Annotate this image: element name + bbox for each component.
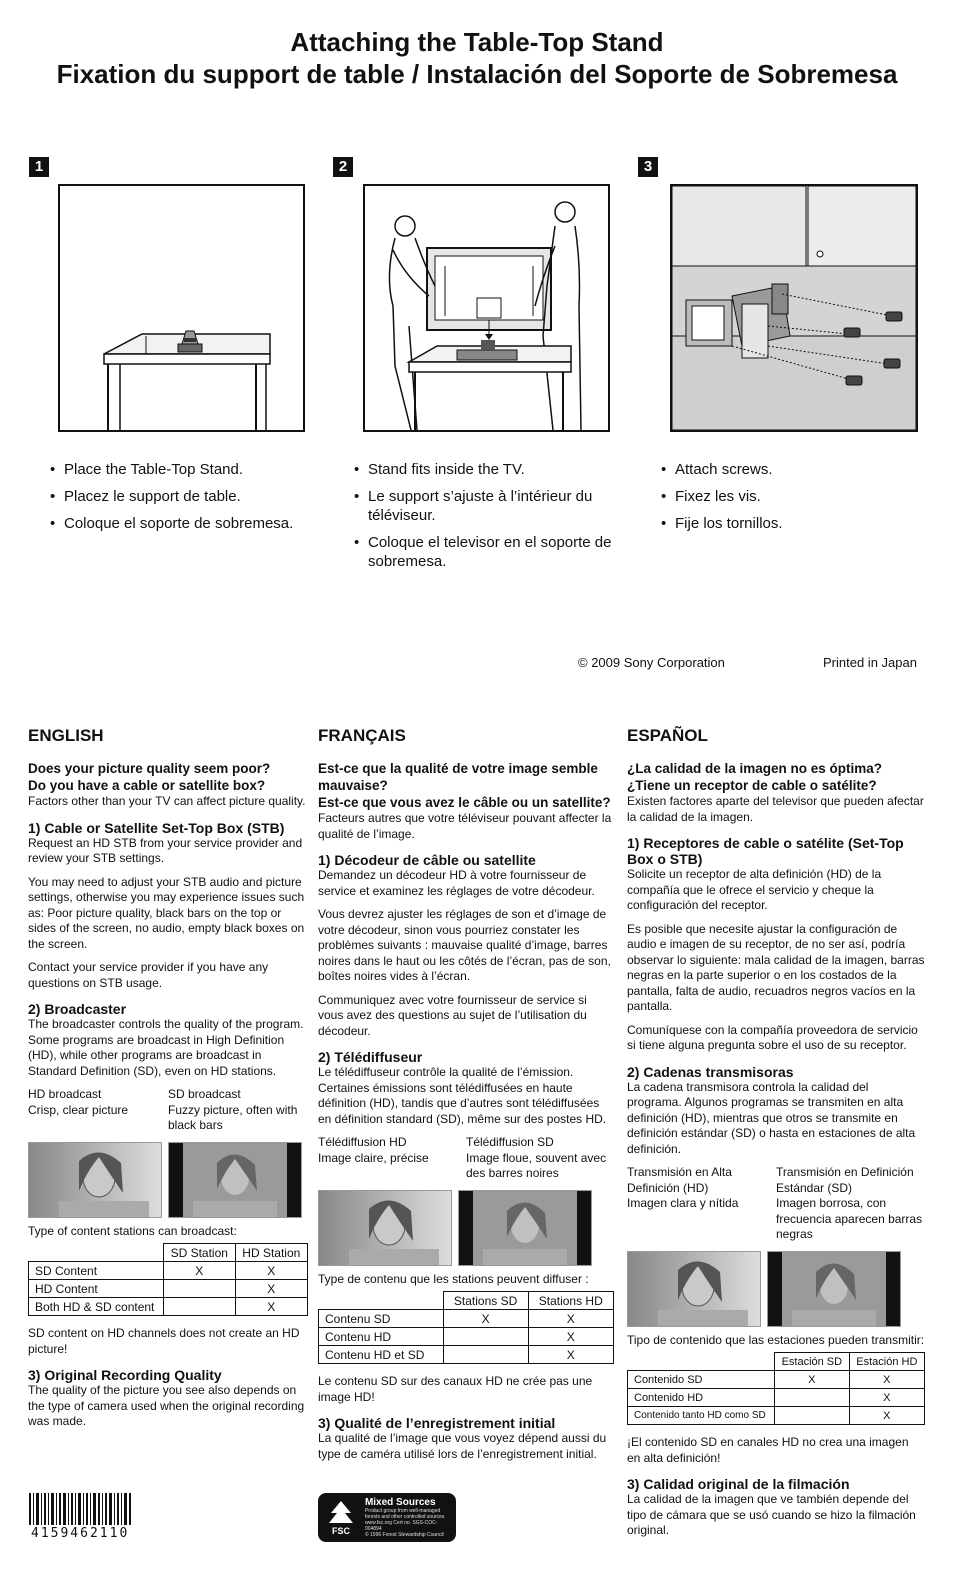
sd-label: SD broadcast xyxy=(168,1087,241,1101)
subsection-title: 3) Calidad original de la filmación xyxy=(627,1476,850,1492)
page-subtitle: Fixation du support de table / Instalación del Soporte de Sobremesa xyxy=(56,59,898,89)
subsection-title: 2) Cadenas transmisoras xyxy=(627,1063,794,1080)
hd-label: Transmisión en Alta Definición (HD) xyxy=(627,1165,732,1195)
section-heading: ENGLISH xyxy=(28,726,104,745)
fsc-mark: FSC xyxy=(332,1525,350,1536)
broadcast-compare xyxy=(318,1135,614,1182)
note: ¡El contenido SD en canales HD no crea una imagen en alta definición! xyxy=(627,1435,909,1465)
question: ¿La calidad de la imagen no es óptima? xyxy=(627,761,883,776)
subsection-title: 2) Télédiffuseur xyxy=(318,1049,423,1065)
paragraph: La qualité de l’image que vous voyez dépend aussi du type de caméra utilisé lors de l’enregistrement initial. xyxy=(318,1431,607,1461)
table-row: Contenu SD X X xyxy=(319,1310,614,1328)
list-item: • Coloque el soporte de sobremesa. xyxy=(50,514,320,533)
barcode-number: 4159462110 xyxy=(31,1526,130,1541)
hd-sample-photo xyxy=(28,1142,162,1218)
sample-photos xyxy=(28,1142,308,1218)
paragraph: Es posible que necesite ajustar la configuración de audio e imagen de su receptor, de no ser así, podría observar lo siguiente: mala calidad de la imagen, barras negras en la parte superior o en los costados de la pantalla, falta de audio, recuadros negros vacíos en la pantalla. xyxy=(627,921,925,1013)
paragraph: Solicite un receptor de alta definición (HD) de la compañía que le ofrece el servicio y cheque la configuración del receptor. xyxy=(627,867,882,912)
paragraph: Le télédiffuseur contrôle la qualité de l’émission. Certaines émissions sont télédiffusées en haute définition (HD), tandis que d’autres sont télédiffusées en définition standard (SD), même sur des postes HD. xyxy=(318,1065,607,1126)
sample-photos xyxy=(627,1251,925,1327)
subsection-title: 1) Décodeur de câble ou satellite xyxy=(318,852,536,868)
paragraph: La cadena transmisora controla la calidad del programa. Algunos programas se transmiten en alta definición (HD), mientras que otros se transmite en definición estándar (SD) o hasta en estaciones de alta definición. xyxy=(627,1079,916,1156)
paragraph: Contact your service provider if you have any questions on STB usage. xyxy=(28,960,269,990)
fsc-line: www.fsc.org Cert no. SGS-COC-004894 xyxy=(364,1520,438,1532)
step-3-number: 3 xyxy=(638,157,658,177)
spanish-section xyxy=(627,726,925,1547)
table-row: Contenido tanto HD como SD X xyxy=(628,1407,925,1425)
list-item: • Placez le support de table. xyxy=(50,487,320,506)
question: Est-ce que la qualité de votre image semble mauvaise? xyxy=(318,761,598,793)
subsection-title: 1) Cable or Satellite Set-Top Box (STB) xyxy=(28,819,285,836)
fsc-tree-icon xyxy=(323,1497,359,1538)
note: SD content on HD channels does not create an HD picture! xyxy=(28,1326,300,1356)
hd-label: Télédiffusion HD xyxy=(318,1135,407,1149)
fsc-line: Product group from well-managed xyxy=(364,1508,441,1514)
hd-desc: Image claire, précise xyxy=(318,1150,429,1165)
section-heading: FRANÇAIS xyxy=(318,726,406,745)
page-title: Attaching the Table-Top Stand xyxy=(290,27,664,57)
step-3-bullets xyxy=(661,460,921,541)
table-row: Contenu HD X xyxy=(319,1328,614,1346)
paragraph: The broadcaster controls the quality of the program. Some programs are broadcast in High Definition (HD), while other programs are broadcast in Standard Definition (SD), even on HD stations. xyxy=(28,1017,304,1078)
sd-sample-photo xyxy=(458,1190,592,1266)
subsection-title: 3) Qualité de l’enregistrement initial xyxy=(318,1415,556,1431)
fsc-line: forests and other controlled sources xyxy=(364,1514,445,1520)
sd-label: Transmisión en Definición Estándar (SD) xyxy=(776,1165,914,1195)
sd-desc: Fuzzy picture, often with black bars xyxy=(168,1102,298,1132)
step-3-illustration xyxy=(670,184,918,432)
intro-text: Existen factores aparte del televisor que pueden afectar la calidad de la imagen. xyxy=(627,794,924,824)
question: Do you have a cable or satellite box? xyxy=(28,778,266,793)
content-table: Estación SD Estación HD Contenido SD X X Contenido HD X Contenido tanto HD como SD X xyxy=(627,1352,925,1425)
table-row: Contenu HD et SD X xyxy=(319,1346,614,1364)
content-table: Stations SD Stations HD Contenu SD X X Contenu HD X Contenu HD et SD X xyxy=(318,1291,614,1364)
subsection-title: 2) Broadcaster xyxy=(28,1001,127,1017)
broadcast-compare xyxy=(627,1165,925,1243)
fsc-title: Mixed Sources xyxy=(364,1497,436,1508)
question: Does your picture quality seem poor? xyxy=(28,761,271,776)
subsection-title: 1) Receptores de cable o satélite (Set-Top Box o STB) xyxy=(627,835,904,867)
intro-text: Facteurs autres que votre téléviseur pouvant affecter la qualité de l’image. xyxy=(318,811,612,841)
table-row: Both HD & SD content X xyxy=(29,1298,308,1316)
sd-sample-photo xyxy=(168,1142,302,1218)
copyright: © 2009 Sony Corporation xyxy=(578,655,725,670)
list-item: • Place the Table-Top Stand. xyxy=(50,460,320,479)
sd-label: Télédiffusion SD xyxy=(466,1135,554,1149)
question: Est-ce que vous avez le câble ou un satellite? xyxy=(318,795,611,810)
hd-sample-photo xyxy=(318,1190,452,1266)
section-heading: ESPAÑOL xyxy=(627,726,708,745)
sd-desc: Image floue, souvent avec des barres noires xyxy=(466,1150,607,1180)
list-item: • Attach screws. xyxy=(661,460,921,479)
step-2-illustration xyxy=(363,184,610,432)
intro-text: Factors other than your TV can affect picture quality. xyxy=(28,794,306,808)
sd-desc: Imagen borrosa, con frecuencia aparecen barras negras xyxy=(776,1196,923,1241)
table-row: HD Content X xyxy=(29,1280,308,1298)
french-section xyxy=(318,726,614,1470)
hd-desc: Imagen clara y nítida xyxy=(627,1196,739,1210)
content-table: SD Station HD Station SD Content X X HD Content X Both HD & SD content X xyxy=(28,1243,308,1316)
list-item: • Fixez les vis. xyxy=(661,487,921,506)
step-2-number: 2 xyxy=(333,157,353,177)
table-row: Contenido SD X X xyxy=(628,1371,925,1389)
note: Le contenu SD sur des canaux HD ne crée pas une image HD! xyxy=(318,1374,593,1404)
hd-label: HD broadcast xyxy=(28,1087,102,1101)
paragraph: Comuníquese con la compañía proveedora de servicio si tiene alguna pregunta sobre el uso de su receptor. xyxy=(627,1022,918,1052)
step-1-bullets xyxy=(50,460,320,541)
list-item: • Fije los tornillos. xyxy=(661,514,921,533)
paragraph: Demandez un décodeur HD à votre fournisseur de service et examinez les réglages de votre décodeur. xyxy=(318,868,595,898)
broadcast-compare xyxy=(28,1087,308,1134)
paragraph: The quality of the picture you see also depends on the type of camera used when the original recording was made. xyxy=(28,1383,305,1428)
paragraph: Vous devrez ajuster les réglages de son et d’image de votre décodeur, sinon vous pourriez constater les problèmes suivants : mauvaise qualité d’image, barres noires dans le haut ou les côtés de l’écran, pas de son, boîtes noires vides à l’écran. xyxy=(318,907,611,983)
subsection-title: 3) Original Recording Quality xyxy=(28,1367,222,1383)
paragraph: Request an HD STB from your service provider and review your STB settings. xyxy=(28,835,303,865)
step-1-illustration xyxy=(58,184,305,432)
list-item: • Coloque el televisor en el soporte de sobremesa. xyxy=(354,533,614,571)
paragraph: You may need to adjust your STB audio and picture settings, otherwise you may experience issues such as: Poor picture quality, black bars on the top or sides of the screen, no audio, empty black boxes on the screen. xyxy=(28,874,305,951)
table-row: Contenido HD X xyxy=(628,1389,925,1407)
table-caption: Type of content stations can broadcast: xyxy=(28,1223,237,1238)
list-item: • Le support s’ajuste à l’intérieur du téléviseur. xyxy=(354,487,614,525)
printed-in: Printed in Japan xyxy=(823,655,917,670)
step-1-number: 1 xyxy=(29,157,49,177)
table-row: SD Content X X xyxy=(29,1262,308,1280)
english-section xyxy=(28,726,308,1438)
question: ¿Tiene un receptor de cable o satélite? xyxy=(627,778,877,793)
fsc-logo xyxy=(318,1493,456,1542)
sd-sample-photo xyxy=(767,1251,901,1327)
barcode xyxy=(29,1493,133,1525)
list-item: • Stand fits inside the TV. xyxy=(354,460,614,479)
hd-sample-photo xyxy=(627,1251,761,1327)
hd-desc: Crisp, clear picture xyxy=(28,1102,129,1117)
table-caption: Type de contenu que les stations peuvent diffuser : xyxy=(318,1271,589,1286)
step-2-bullets xyxy=(354,460,614,579)
fsc-line: © 1996 Forest Stewardship Council xyxy=(364,1532,444,1538)
sample-photos xyxy=(318,1190,614,1266)
paragraph: Communiquez avec votre fournisseur de service si vous avez des questions au sujet de l’utilisation du décodeur. xyxy=(318,992,587,1038)
paragraph: La calidad de la imagen que ve también depende del tipo de cámara que se usó cuando se hizo la filmación original. xyxy=(627,1492,916,1537)
table-caption: Tipo de contenido que las estaciones pueden transmitir: xyxy=(627,1332,925,1347)
